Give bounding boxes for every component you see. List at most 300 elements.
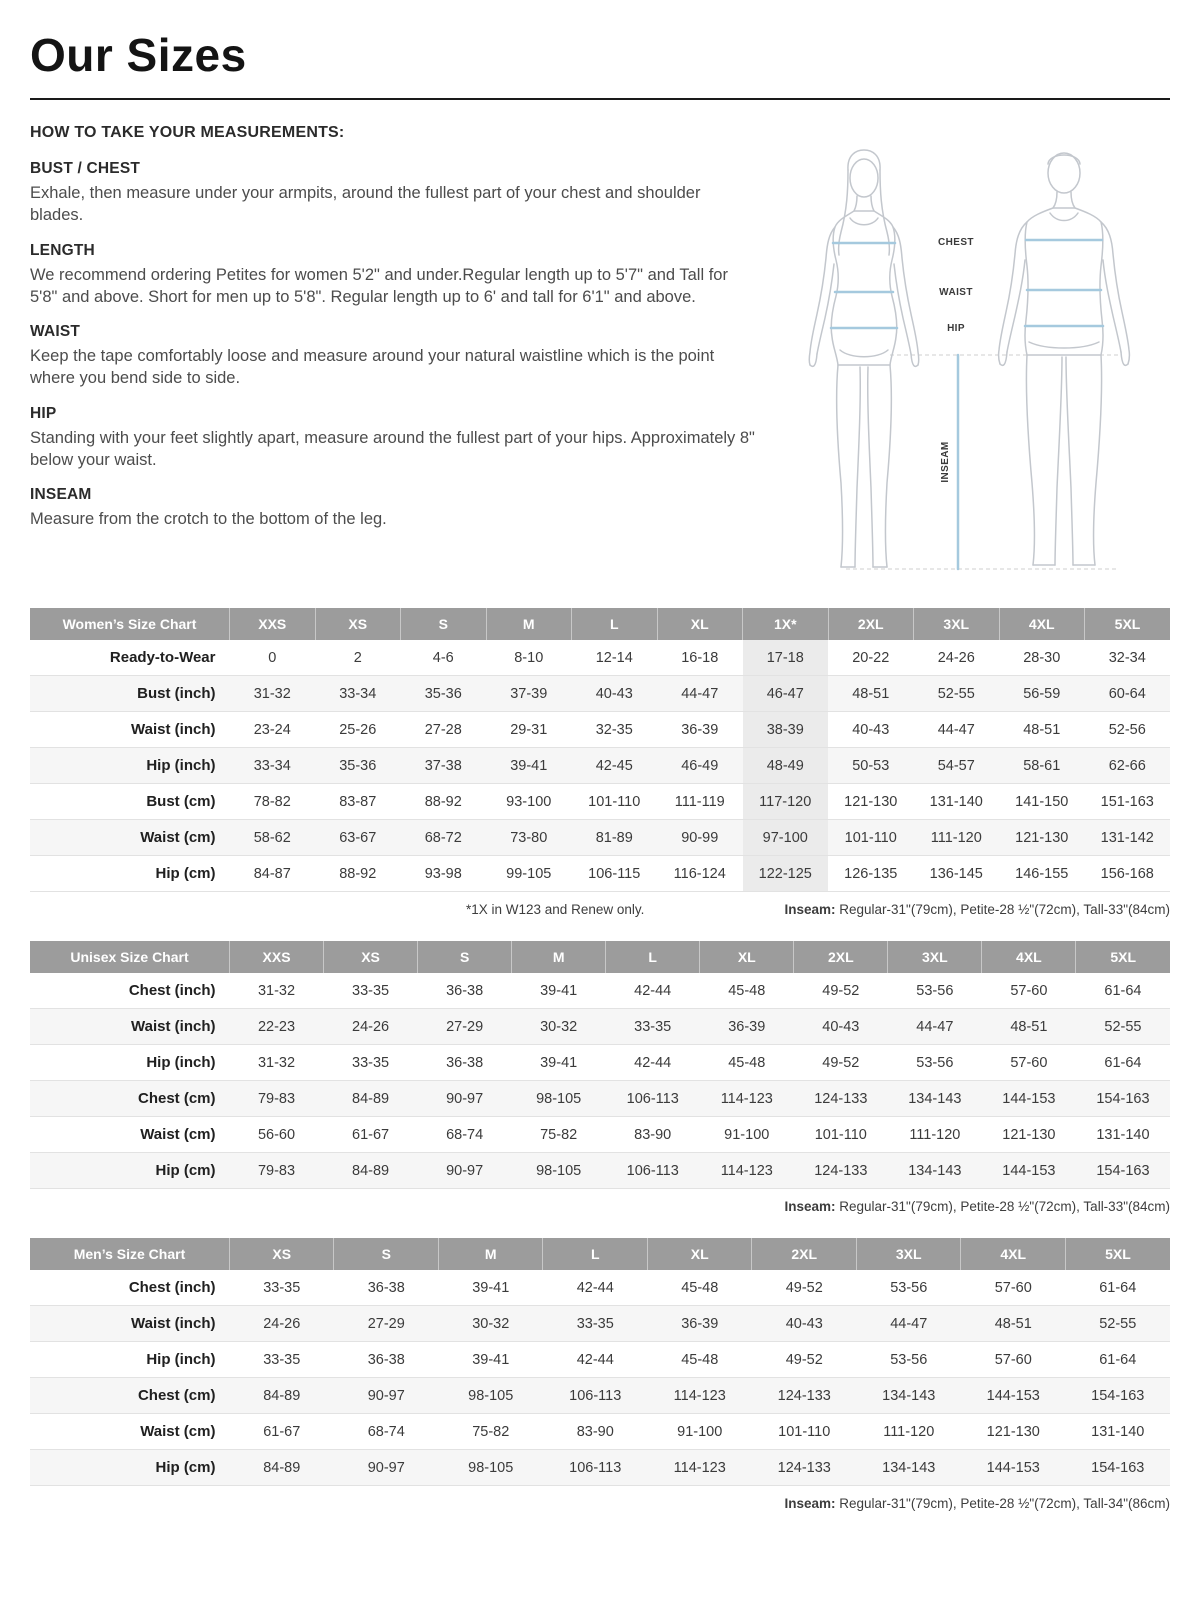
size-value-cell: 56-59 bbox=[1023, 685, 1061, 702]
inseam-footnote-text: Regular-31"(79cm), Petite-28 ½"(72cm), Tall-33"(84cm) bbox=[835, 902, 1170, 917]
size-value-cell: 88-92 bbox=[424, 793, 462, 810]
table-footnotes bbox=[30, 1199, 1170, 1214]
size-value-cell: 154-163 bbox=[1091, 1387, 1145, 1404]
size-value-cell: 53-56 bbox=[916, 982, 954, 999]
size-column-header: 5XL bbox=[1076, 941, 1170, 973]
size-value-cell: 141-150 bbox=[1015, 793, 1069, 810]
size-value-cell: 131-140 bbox=[1096, 1126, 1150, 1143]
row-label: Waist (inch) bbox=[131, 721, 216, 738]
size-value-cell: 60-64 bbox=[1108, 685, 1146, 702]
size-value-cell: 91-100 bbox=[677, 1423, 723, 1440]
man-figure bbox=[999, 153, 1130, 565]
body-measurement-diagram bbox=[786, 128, 1170, 594]
inseam-guide-lines bbox=[846, 355, 1118, 569]
size-value-cell: 61-64 bbox=[1099, 1351, 1137, 1368]
size-value-cell: 84-89 bbox=[263, 1387, 301, 1404]
size-value-cell: 136-145 bbox=[929, 865, 983, 882]
instruction-heading: BUST / CHEST bbox=[30, 160, 141, 177]
size-value-cell: 52-55 bbox=[1104, 1018, 1142, 1035]
size-value-cell: 91-100 bbox=[724, 1126, 770, 1143]
size-value-cell: 48-51 bbox=[1010, 1018, 1048, 1035]
size-value-cell: 36-39 bbox=[681, 1315, 719, 1332]
size-value-cell: 114-123 bbox=[673, 1387, 726, 1404]
size-value-cell: 90-97 bbox=[367, 1459, 405, 1476]
size-row bbox=[30, 973, 1170, 1009]
size-chart-table bbox=[30, 941, 1170, 1189]
size-value-cell: 37-38 bbox=[424, 757, 462, 774]
row-label: Waist (cm) bbox=[140, 829, 216, 846]
instruction-body: Exhale, then measure under your armpits, around the fullest part of your chest and shoulder blades. bbox=[30, 184, 701, 225]
size-value-cell: 151-163 bbox=[1100, 793, 1154, 810]
row-label: Chest (inch) bbox=[128, 982, 216, 999]
size-value-cell: 44-47 bbox=[681, 685, 719, 702]
size-value-cell: 45-48 bbox=[728, 982, 766, 999]
size-column-header: 4XL bbox=[999, 608, 1085, 640]
table-header-row bbox=[30, 941, 1170, 973]
size-value-cell: 114-123 bbox=[720, 1162, 773, 1179]
table-footnotes bbox=[30, 902, 1170, 917]
size-row bbox=[30, 1450, 1170, 1486]
size-value-cell: 93-98 bbox=[424, 865, 462, 882]
size-value-cell: 61-64 bbox=[1104, 982, 1142, 999]
size-value-cell: 57-60 bbox=[1010, 1054, 1048, 1071]
row-label: Hip (cm) bbox=[155, 1162, 216, 1179]
size-value-cell: 40-43 bbox=[595, 685, 633, 702]
size-value-cell: 93-100 bbox=[506, 793, 552, 810]
size-value-cell: 53-56 bbox=[890, 1351, 928, 1368]
size-value-cell: 106-113 bbox=[626, 1162, 679, 1179]
size-value-cell: 33-34 bbox=[253, 757, 291, 774]
size-value-cell: 124-133 bbox=[814, 1162, 868, 1179]
size-tables bbox=[30, 608, 1170, 1511]
instruction-body: Standing with your feet slightly apart, measure around the fullest part of your hips. Approximately 8" below your waist. bbox=[30, 428, 755, 469]
woman-figure bbox=[809, 150, 919, 567]
size-value-cell: 124-133 bbox=[814, 1090, 868, 1107]
size-row bbox=[30, 784, 1170, 820]
size-value-cell: 54-57 bbox=[937, 757, 975, 774]
size-value-cell: 20-22 bbox=[852, 649, 890, 666]
size-value-cell: 33-34 bbox=[339, 685, 377, 702]
size-value-cell: 42-44 bbox=[576, 1279, 614, 1296]
size-value-cell: 49-52 bbox=[785, 1279, 823, 1296]
size-value-cell: 56-60 bbox=[257, 1126, 296, 1143]
size-value-cell: 30-32 bbox=[540, 1018, 578, 1035]
size-column-header: M bbox=[486, 608, 572, 640]
instruction-section bbox=[30, 160, 758, 227]
size-value-cell: 99-105 bbox=[506, 865, 552, 882]
size-value-cell: 98-105 bbox=[536, 1162, 582, 1179]
size-value-cell: 35-36 bbox=[339, 757, 377, 774]
size-column-header: S bbox=[401, 608, 487, 640]
size-value-cell: 106-113 bbox=[569, 1387, 622, 1404]
size-value-cell: 84-89 bbox=[352, 1090, 390, 1107]
size-value-cell: 29-31 bbox=[510, 721, 548, 738]
size-column-header: 3XL bbox=[914, 608, 1000, 640]
size-value-cell: 81-89 bbox=[595, 829, 633, 846]
inseam-footnote-text: Regular-31"(79cm), Petite-28 ½"(72cm), Tall-33"(84cm) bbox=[835, 1199, 1170, 1214]
size-value-cell: 33-35 bbox=[576, 1315, 614, 1332]
size-row bbox=[30, 856, 1170, 892]
size-value-cell: 75-82 bbox=[472, 1423, 510, 1440]
size-row bbox=[30, 676, 1170, 712]
size-chart-block bbox=[30, 608, 1170, 917]
size-value-cell: 36-38 bbox=[446, 1054, 484, 1071]
size-value-cell: 27-28 bbox=[424, 721, 462, 738]
size-value-cell: 84-89 bbox=[263, 1459, 301, 1476]
size-row bbox=[30, 1306, 1170, 1342]
size-value-cell: 24-26 bbox=[352, 1018, 390, 1035]
row-label: Hip (inch) bbox=[146, 757, 216, 774]
size-value-cell: 42-44 bbox=[634, 1054, 672, 1071]
size-chart-block bbox=[30, 1238, 1170, 1511]
size-value-cell: 98-105 bbox=[468, 1387, 514, 1404]
size-value-cell: 30-32 bbox=[472, 1315, 510, 1332]
footnote-1x: *1X in W123 and Renew only. bbox=[466, 902, 645, 917]
size-value-cell: 131-140 bbox=[1091, 1423, 1145, 1440]
row-label: Chest (inch) bbox=[128, 1279, 216, 1296]
size-value-cell: 39-41 bbox=[472, 1279, 510, 1296]
size-value-cell: 61-67 bbox=[263, 1423, 301, 1440]
size-value-cell: 134-143 bbox=[882, 1459, 936, 1476]
size-column-header: S bbox=[418, 941, 512, 973]
table-footnotes bbox=[30, 1496, 1170, 1511]
size-value-cell: 31-32 bbox=[257, 982, 296, 999]
size-value-cell: 154-163 bbox=[1091, 1459, 1145, 1476]
size-value-cell: 22-23 bbox=[257, 1018, 296, 1035]
size-value-cell: 50-53 bbox=[852, 757, 890, 774]
inseam-footnote bbox=[784, 902, 1170, 917]
size-column-header: 1X* bbox=[743, 608, 829, 640]
size-value-cell: 61-64 bbox=[1104, 1054, 1142, 1071]
size-column-header: 5XL bbox=[1065, 1238, 1170, 1270]
size-value-cell: 49-52 bbox=[785, 1351, 823, 1368]
size-column-header: L bbox=[572, 608, 658, 640]
size-value-cell: 131-142 bbox=[1100, 829, 1154, 846]
size-column-header: 4XL bbox=[961, 1238, 1066, 1270]
size-column-header: M bbox=[438, 1238, 543, 1270]
size-value-cell: 73-80 bbox=[510, 829, 548, 846]
size-value-cell: 61-67 bbox=[352, 1126, 390, 1143]
size-row bbox=[30, 748, 1170, 784]
size-value-cell: 40-43 bbox=[852, 721, 890, 738]
size-value-cell: 83-90 bbox=[634, 1126, 672, 1143]
size-column-header: 2XL bbox=[828, 608, 914, 640]
size-row bbox=[30, 1153, 1170, 1189]
size-row bbox=[30, 1045, 1170, 1081]
size-value-cell: 101-110 bbox=[778, 1423, 831, 1440]
hip-label: HIP bbox=[947, 323, 965, 334]
size-value-cell: 134-143 bbox=[882, 1387, 936, 1404]
measurement-instructions bbox=[30, 124, 772, 594]
size-value-cell: 48-51 bbox=[1023, 721, 1061, 738]
table-header-row bbox=[30, 608, 1170, 640]
size-row bbox=[30, 1081, 1170, 1117]
size-value-cell: 36-38 bbox=[367, 1279, 405, 1296]
row-label: Chest (cm) bbox=[137, 1090, 216, 1107]
size-value-cell: 52-55 bbox=[1099, 1315, 1137, 1332]
size-value-cell: 12-14 bbox=[595, 649, 633, 666]
table-title: Women’s Size Chart bbox=[30, 608, 230, 640]
size-value-cell: 90-99 bbox=[681, 829, 719, 846]
size-value-cell: 36-38 bbox=[367, 1351, 405, 1368]
size-column-header: M bbox=[512, 941, 606, 973]
size-value-cell: 57-60 bbox=[1010, 982, 1048, 999]
size-value-cell: 24-26 bbox=[937, 649, 975, 666]
size-value-cell: 90-97 bbox=[446, 1162, 484, 1179]
instruction-heading: HIP bbox=[30, 404, 57, 422]
instruction-heading: INSEAM bbox=[30, 486, 92, 504]
size-value-cell: 52-56 bbox=[1108, 721, 1146, 738]
size-column-header: XL bbox=[647, 1238, 752, 1270]
size-value-cell: 52-55 bbox=[937, 685, 975, 702]
size-column-header: 4XL bbox=[982, 941, 1076, 973]
size-value-cell: 37-39 bbox=[510, 685, 548, 702]
size-value-cell: 126-135 bbox=[844, 865, 898, 882]
instruction-heading: LENGTH bbox=[30, 241, 95, 259]
size-value-cell: 121-130 bbox=[844, 793, 898, 810]
size-value-cell: 40-43 bbox=[822, 1018, 860, 1035]
size-value-cell: 79-83 bbox=[257, 1162, 296, 1179]
size-value-cell: 78-82 bbox=[253, 793, 291, 810]
size-value-cell: 46-47 bbox=[743, 676, 829, 712]
size-value-cell: 48-51 bbox=[852, 685, 890, 702]
size-value-cell: 32-34 bbox=[1108, 649, 1146, 666]
size-value-cell: 111-119 bbox=[674, 793, 725, 810]
size-value-cell: 122-125 bbox=[743, 856, 829, 892]
size-column-header: 2XL bbox=[794, 941, 888, 973]
size-value-cell: 117-120 bbox=[743, 784, 829, 820]
size-value-cell: 39-41 bbox=[510, 757, 548, 774]
size-value-cell: 101-110 bbox=[814, 1126, 867, 1143]
size-value-cell: 106-113 bbox=[626, 1090, 679, 1107]
size-row bbox=[30, 820, 1170, 856]
size-column-header: XS bbox=[229, 1238, 334, 1270]
size-column-header: S bbox=[334, 1238, 439, 1270]
size-value-cell: 144-153 bbox=[986, 1459, 1040, 1476]
size-value-cell: 111-120 bbox=[909, 1126, 961, 1143]
size-value-cell: 33-35 bbox=[352, 982, 390, 999]
size-column-header: XXS bbox=[230, 941, 324, 973]
size-value-cell: 114-123 bbox=[673, 1459, 726, 1476]
size-value-cell: 36-38 bbox=[446, 982, 484, 999]
size-value-cell: 44-47 bbox=[916, 1018, 954, 1035]
size-value-cell: 75-82 bbox=[540, 1126, 578, 1143]
table-header-row bbox=[30, 1238, 1170, 1270]
row-label: Waist (cm) bbox=[140, 1423, 216, 1440]
size-value-cell: 98-105 bbox=[468, 1459, 514, 1476]
size-value-cell: 68-74 bbox=[446, 1126, 484, 1143]
instruction-section bbox=[30, 242, 758, 309]
size-value-cell: 62-66 bbox=[1108, 757, 1146, 774]
inseam-footnote-label: Inseam: bbox=[784, 1199, 836, 1214]
size-value-cell: 111-120 bbox=[883, 1423, 935, 1440]
size-value-cell: 33-35 bbox=[634, 1018, 672, 1035]
size-column-header: XS bbox=[324, 941, 418, 973]
instruction-body: Keep the tape comfortably loose and measure around your natural waistline which is the point where you bend side to side. bbox=[30, 347, 715, 388]
row-label: Hip (inch) bbox=[146, 1351, 216, 1368]
size-value-cell: 97-100 bbox=[743, 820, 829, 856]
size-value-cell: 57-60 bbox=[994, 1351, 1032, 1368]
instruction-section bbox=[30, 405, 758, 472]
size-column-header: XL bbox=[657, 608, 743, 640]
size-value-cell: 36-39 bbox=[681, 721, 719, 738]
size-column-header: 3XL bbox=[856, 1238, 961, 1270]
size-value-cell: 114-123 bbox=[720, 1090, 773, 1107]
size-value-cell: 53-56 bbox=[916, 1054, 954, 1071]
size-value-cell: 106-115 bbox=[588, 865, 641, 882]
inseam-label: INSEAM bbox=[940, 441, 951, 483]
size-value-cell: 33-35 bbox=[352, 1054, 390, 1071]
size-value-cell: 124-133 bbox=[777, 1387, 831, 1404]
size-value-cell: 154-163 bbox=[1096, 1090, 1150, 1107]
size-column-header: 3XL bbox=[888, 941, 982, 973]
size-value-cell: 48-51 bbox=[994, 1315, 1032, 1332]
waist-label: WAIST bbox=[939, 287, 973, 298]
size-value-cell: 116-124 bbox=[673, 865, 726, 882]
size-value-cell: 121-130 bbox=[986, 1423, 1040, 1440]
row-label: Bust (cm) bbox=[146, 793, 216, 810]
size-value-cell: 44-47 bbox=[937, 721, 975, 738]
size-value-cell: 49-52 bbox=[822, 982, 860, 999]
size-row bbox=[30, 1117, 1170, 1153]
size-value-cell: 49-52 bbox=[822, 1054, 860, 1071]
size-value-cell: 42-44 bbox=[634, 982, 672, 999]
size-value-cell: 27-29 bbox=[367, 1315, 405, 1332]
size-value-cell: 121-130 bbox=[1015, 829, 1069, 846]
size-row bbox=[30, 712, 1170, 748]
size-row bbox=[30, 1414, 1170, 1450]
row-label: Ready-to-Wear bbox=[109, 649, 216, 666]
size-value-cell: 61-64 bbox=[1099, 1279, 1137, 1296]
size-value-cell: 4-6 bbox=[432, 649, 454, 666]
measurement-figure bbox=[786, 124, 1170, 594]
row-label: Hip (cm) bbox=[155, 865, 216, 882]
size-value-cell: 134-143 bbox=[908, 1090, 962, 1107]
size-value-cell: 39-41 bbox=[472, 1351, 510, 1368]
size-value-cell: 63-67 bbox=[339, 829, 377, 846]
size-value-cell: 2 bbox=[353, 649, 362, 666]
size-column-header: L bbox=[606, 941, 700, 973]
row-label: Hip (inch) bbox=[146, 1054, 216, 1071]
instruction-heading: WAIST bbox=[30, 323, 81, 341]
chest-label: CHEST bbox=[938, 237, 974, 248]
size-value-cell: 111-120 bbox=[930, 829, 982, 846]
size-chart-block bbox=[30, 941, 1170, 1214]
size-value-cell: 88-92 bbox=[339, 865, 377, 882]
size-value-cell: 144-153 bbox=[1002, 1162, 1056, 1179]
size-value-cell: 83-87 bbox=[339, 793, 377, 810]
size-row bbox=[30, 1270, 1170, 1306]
size-value-cell: 121-130 bbox=[1002, 1126, 1056, 1143]
size-value-cell: 90-97 bbox=[367, 1387, 405, 1404]
inseam-footnote bbox=[784, 1199, 1170, 1214]
size-value-cell: 46-49 bbox=[681, 757, 719, 774]
size-value-cell: 38-39 bbox=[743, 712, 829, 748]
size-value-cell: 42-45 bbox=[595, 757, 633, 774]
size-value-cell: 84-87 bbox=[253, 865, 291, 882]
row-label: Waist (inch) bbox=[131, 1315, 216, 1332]
size-chart-table bbox=[30, 608, 1170, 892]
inseam-footnote-label: Inseam: bbox=[784, 902, 836, 917]
size-column-header: 5XL bbox=[1085, 608, 1171, 640]
row-label: Waist (inch) bbox=[131, 1018, 216, 1035]
size-value-cell: 58-61 bbox=[1023, 757, 1061, 774]
size-value-cell: 45-48 bbox=[681, 1351, 719, 1368]
size-value-cell: 57-60 bbox=[994, 1279, 1032, 1296]
size-value-cell: 101-110 bbox=[588, 793, 641, 810]
size-value-cell: 144-153 bbox=[1002, 1090, 1056, 1107]
size-column-header: XL bbox=[700, 941, 794, 973]
size-column-header: XXS bbox=[230, 608, 316, 640]
size-value-cell: 31-32 bbox=[257, 1054, 296, 1071]
size-value-cell: 33-35 bbox=[263, 1279, 301, 1296]
size-value-cell: 8-10 bbox=[514, 649, 544, 666]
size-column-header: XS bbox=[315, 608, 401, 640]
size-value-cell: 33-35 bbox=[263, 1351, 301, 1368]
size-chart-table bbox=[30, 1238, 1170, 1486]
size-row bbox=[30, 1378, 1170, 1414]
inseam-footnote-label: Inseam: bbox=[784, 1496, 836, 1511]
size-value-cell: 27-29 bbox=[446, 1018, 484, 1035]
size-value-cell: 23-24 bbox=[253, 721, 291, 738]
instruction-body: We recommend ordering Petites for women 5'2" and under.Regular length up to 5'7" and Tall for 5'8" and above. Short for men up to 5'8". Regular length up to 6' and tall for 6'1" and above. bbox=[30, 265, 728, 306]
size-value-cell: 79-83 bbox=[257, 1090, 296, 1107]
intro-columns bbox=[30, 124, 1170, 594]
size-value-cell: 44-47 bbox=[890, 1315, 928, 1332]
size-value-cell: 16-18 bbox=[681, 649, 719, 666]
instruction-section bbox=[30, 323, 758, 390]
size-row bbox=[30, 1009, 1170, 1045]
size-value-cell: 134-143 bbox=[908, 1162, 962, 1179]
size-value-cell: 36-39 bbox=[728, 1018, 766, 1035]
inseam-footnote-text: Regular-31"(79cm), Petite-28 ½"(72cm), Tall-34"(86cm) bbox=[835, 1496, 1170, 1511]
measurement-labels bbox=[938, 237, 974, 483]
size-value-cell: 124-133 bbox=[777, 1459, 831, 1476]
size-value-cell: 146-155 bbox=[1015, 865, 1069, 882]
size-value-cell: 32-35 bbox=[595, 721, 633, 738]
size-value-cell: 58-62 bbox=[253, 829, 291, 846]
size-value-cell: 144-153 bbox=[986, 1387, 1040, 1404]
size-value-cell: 31-32 bbox=[253, 685, 291, 702]
size-value-cell: 131-140 bbox=[929, 793, 983, 810]
size-value-cell: 17-18 bbox=[743, 640, 829, 676]
size-column-header: L bbox=[543, 1238, 648, 1270]
size-value-cell: 101-110 bbox=[844, 829, 897, 846]
size-value-cell: 156-168 bbox=[1100, 865, 1154, 882]
size-value-cell: 90-97 bbox=[446, 1090, 484, 1107]
size-value-cell: 84-89 bbox=[352, 1162, 390, 1179]
size-value-cell: 154-163 bbox=[1096, 1162, 1150, 1179]
size-value-cell: 45-48 bbox=[728, 1054, 766, 1071]
size-value-cell: 25-26 bbox=[339, 721, 377, 738]
size-value-cell: 35-36 bbox=[424, 685, 462, 702]
size-value-cell: 53-56 bbox=[890, 1279, 928, 1296]
row-label: Bust (inch) bbox=[137, 685, 216, 702]
table-title: Men’s Size Chart bbox=[30, 1238, 229, 1270]
size-row bbox=[30, 1342, 1170, 1378]
size-value-cell: 0 bbox=[268, 649, 277, 666]
size-value-cell: 83-90 bbox=[576, 1423, 614, 1440]
instruction-body: Measure from the crotch to the bottom of the leg. bbox=[30, 510, 387, 529]
size-value-cell: 98-105 bbox=[536, 1090, 582, 1107]
size-value-cell: 45-48 bbox=[681, 1279, 719, 1296]
size-row bbox=[30, 640, 1170, 676]
size-value-cell: 106-113 bbox=[569, 1459, 622, 1476]
instructions-heading: HOW TO TAKE YOUR MEASUREMENTS: bbox=[30, 124, 345, 141]
page-title: Our Sizes bbox=[30, 28, 1170, 100]
size-value-cell: 28-30 bbox=[1023, 649, 1061, 666]
size-value-cell: 68-72 bbox=[424, 829, 462, 846]
